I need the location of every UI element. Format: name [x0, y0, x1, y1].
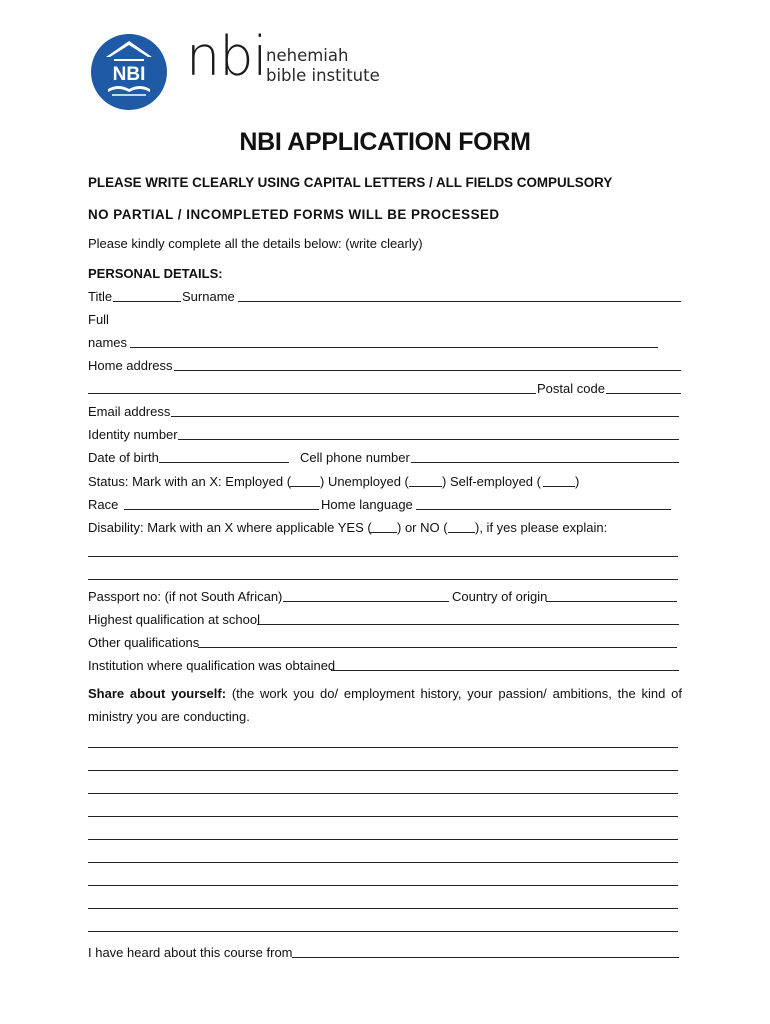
label-surname: Surname — [182, 289, 235, 304]
logo-text: NBI — [112, 64, 146, 85]
label-cell: Cell phone number — [300, 450, 410, 465]
disability-explain-line-1[interactable] — [88, 556, 678, 557]
disability-explain-line-2[interactable] — [88, 579, 678, 580]
label-dob: Date of birth — [88, 450, 159, 465]
share-label: Share about yourself: — [88, 686, 227, 701]
label-home-address: Home address — [88, 358, 173, 373]
label-disability: Disability: Mark with an X where applicable YES ( — [88, 520, 372, 535]
identity-field[interactable] — [178, 439, 679, 440]
share-line-9[interactable] — [88, 931, 678, 932]
label-email: Email address — [88, 404, 171, 419]
home-address-field-2[interactable] — [88, 393, 536, 394]
highest-qualification-field[interactable] — [257, 624, 679, 625]
share-line-2[interactable] — [88, 770, 678, 771]
label-country: Country of origin — [452, 589, 548, 604]
full-names-field[interactable] — [130, 347, 658, 348]
home-language-field[interactable] — [416, 509, 671, 510]
disability-yes-field[interactable] — [370, 532, 397, 533]
instruction-incomplete-forms: NO PARTIAL / INCOMPLETED FORMS WILL BE PROCESSED — [88, 207, 500, 222]
status-employed-field[interactable] — [290, 486, 320, 487]
share-about-yourself-text — [88, 682, 682, 728]
brand-short-name: nbi — [186, 25, 267, 88]
share-line-1[interactable] — [88, 747, 678, 748]
label-names: names — [88, 335, 128, 350]
share-description: (the work you do/ employment history, your passion/ ambitions, the kind of ministry you are conducting. — [88, 686, 683, 724]
share-line-8[interactable] — [88, 908, 678, 909]
label-heard-about: I have heard about this course from — [88, 945, 293, 960]
label-home-language: Home language — [321, 497, 413, 512]
passport-field[interactable] — [283, 601, 449, 602]
home-address-field[interactable] — [174, 370, 681, 371]
status-self-employed-field[interactable] — [543, 486, 575, 487]
label-full: Full — [88, 312, 109, 327]
label-status-self: ) Self-employed ( — [442, 474, 541, 489]
label-title: Title — [88, 289, 113, 304]
country-field[interactable] — [546, 601, 677, 602]
label-status-unemployed: ) Unemployed ( — [320, 474, 409, 489]
brand-line-1: nehemiah — [266, 46, 349, 65]
label-disability-explain: ), if yes please explain: — [475, 520, 608, 535]
intro-text: Please kindly complete all the details below: (write clearly) — [88, 236, 423, 251]
other-qualifications-field[interactable] — [198, 647, 677, 648]
label-postal-code: Postal code — [537, 381, 605, 396]
title-field[interactable] — [113, 301, 181, 302]
label-other-qualifications: Other qualifications — [88, 635, 200, 650]
logo-emblem-icon — [90, 33, 168, 111]
share-line-7[interactable] — [88, 885, 678, 886]
share-line-3[interactable] — [88, 793, 678, 794]
disability-no-field[interactable] — [448, 532, 475, 533]
share-line-5[interactable] — [88, 839, 678, 840]
label-passport: Passport no: (if not South African) — [88, 589, 283, 604]
cell-field[interactable] — [411, 462, 679, 463]
label-highest-qualification: Highest qualification at school — [88, 612, 260, 627]
label-identity: Identity number — [88, 427, 178, 442]
label-status-close: ) — [575, 474, 580, 489]
label-status: Status: Mark with an X: Employed ( — [88, 474, 292, 489]
heard-about-field[interactable] — [292, 957, 679, 958]
email-field[interactable] — [171, 416, 679, 417]
postal-code-field[interactable] — [606, 393, 681, 394]
form-title: NBI APPLICATION FORM — [239, 128, 531, 156]
nbi-logo — [90, 33, 168, 111]
instruction-capital-letters: PLEASE WRITE CLEARLY USING CAPITAL LETTERS / ALL FIELDS COMPULSORY — [88, 175, 613, 190]
share-line-6[interactable] — [88, 862, 678, 863]
race-field[interactable] — [124, 509, 319, 510]
section-personal-details: PERSONAL DETAILS: — [88, 266, 223, 281]
label-disability-no: ) or NO ( — [397, 520, 448, 535]
label-race: Race — [88, 497, 119, 512]
dob-field[interactable] — [159, 462, 289, 463]
institution-field[interactable] — [331, 670, 679, 671]
share-line-4[interactable] — [88, 816, 678, 817]
label-institution: Institution where qualification was obtained — [88, 658, 336, 673]
status-unemployed-field[interactable] — [409, 486, 442, 487]
brand-line-2: bible institute — [266, 66, 380, 85]
surname-field[interactable] — [238, 301, 681, 302]
